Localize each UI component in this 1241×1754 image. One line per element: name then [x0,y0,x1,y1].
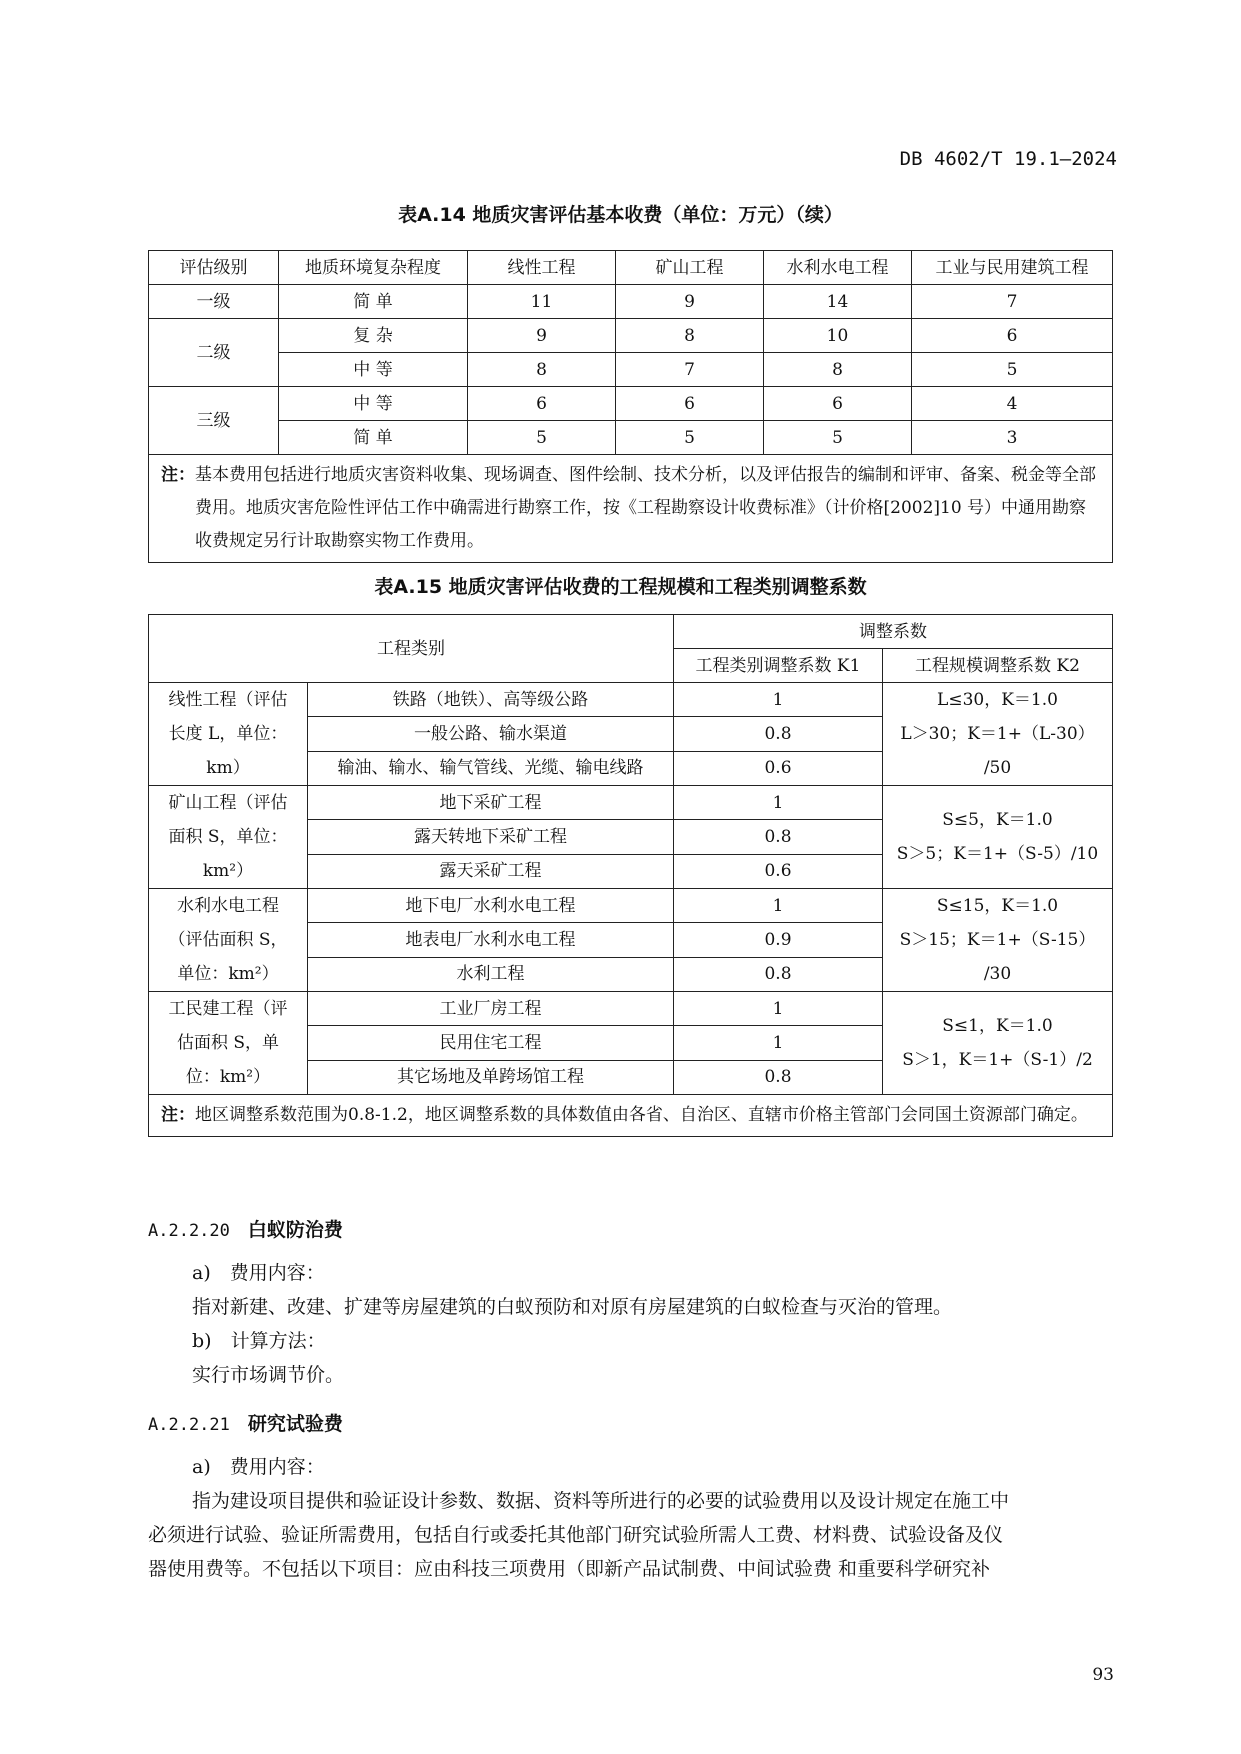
section-number: A.2.2.20 [148,1221,230,1241]
table-row [149,285,1113,319]
table-cell: 中 等 [279,387,468,421]
group-name-line: （评估面积 S， [168,930,288,950]
table-note-row [149,1095,1113,1137]
table-cell: 7 [912,285,1113,319]
group-name-line: 估面积 S，单 [176,1033,280,1053]
sub-category-cell: 工业厂房工程 [308,992,674,1026]
sub-category-cell: 民用住宅工程 [308,1026,674,1060]
k1-cell: 1 [674,992,883,1026]
list-item-label: a) 费用内容： [192,1262,325,1284]
note-label: 注： [161,465,195,485]
table-row [149,319,1113,353]
table-row [149,353,1113,387]
list-item-label: a) 费用内容： [192,1456,325,1478]
k1-cell: 1 [674,1026,883,1060]
group-name-cell [149,683,308,786]
k1-cell: 1 [674,683,883,717]
sub-category-cell: 地下采矿工程 [308,786,674,820]
table-row [149,786,1113,820]
group-name-cell [149,786,308,889]
k1-cell: 1 [674,889,883,923]
table-cell: 14 [764,285,912,319]
table-cell: 10 [764,319,912,353]
k2-line: L＞30；K＝1+（L-30） [900,724,1095,744]
table-row [149,889,1113,923]
table-cell: 8 [616,319,764,353]
k2-cell [883,889,1113,992]
group-name-line: 位：km²） [185,1067,271,1087]
table-row [149,683,1113,717]
k2-cell [883,786,1113,889]
sub-category-cell: 一般公路、输水渠道 [308,717,674,751]
k2-line: S＞15；K＝1+（S-15） [899,930,1096,950]
group-name-line: 工民建工程（评 [168,999,288,1019]
table-cell: 11 [468,285,616,319]
k1-cell: 1 [674,786,883,820]
header-cell: 评估级别 [149,251,279,285]
section-title: 白蚁防治费 [247,1219,343,1241]
header-cell: 地质环境复杂程度 [279,251,468,285]
header-k1: 工程类别调整系数 K1 [674,649,883,683]
table-cell: 5 [912,353,1113,387]
k2-cell [883,992,1113,1095]
k2-line: S≤5，K＝1.0 [942,810,1053,830]
table-row [149,421,1113,455]
table-cell: 5 [468,421,616,455]
k2-line: S＞1，K＝1+（S-1）/2 [902,1050,1093,1070]
sub-category-cell: 水利工程 [308,957,674,991]
paragraph-line: 器使用费等。不包括以下项目：应由科技三项费用（即新产品试制费、中间试验费 和重要科学研究补 [148,1558,991,1580]
header-cell: 工业与民用建筑工程 [912,251,1113,285]
sub-category-cell: 地下电厂水利水电工程 [308,889,674,923]
group-name-line: 单位：km²） [177,964,279,984]
k2-line: L≤30，K＝1.0 [937,690,1058,710]
table-cell: 5 [616,421,764,455]
k1-cell: 0.8 [674,717,883,751]
k2-cell [883,683,1113,786]
header-coefficient: 调整系数 [674,615,1113,649]
list-item-label: b) 计算方法： [192,1330,326,1352]
header-cell: 矿山工程 [616,251,764,285]
level-cell: 二级 [149,319,279,387]
group-name-line: 面积 S，单位： [168,827,288,847]
section-heading [148,1409,343,1436]
table-cell: 5 [764,421,912,455]
table-cell: 中 等 [279,353,468,387]
sub-category-cell: 露天采矿工程 [308,854,674,888]
k2-line: /50 [983,758,1012,778]
k1-cell: 0.8 [674,1060,883,1094]
k2-line: S≤15，K＝1.0 [936,896,1059,916]
k1-cell: 0.8 [674,957,883,991]
paragraph: 指对新建、改建、扩建等房屋建筑的白蚁预防和对原有房屋建筑的白蚁检查与灭治的管理。 [192,1296,953,1318]
k2-line: S≤1，K＝1.0 [942,1016,1053,1036]
sub-category-cell: 铁路（地铁）、高等级公路 [308,683,674,717]
group-name-line: 水利水电工程 [177,896,279,916]
section-heading [148,1215,343,1242]
header-cell: 水利水电工程 [764,251,912,285]
table-cell: 6 [764,387,912,421]
table-cell: 6 [468,387,616,421]
table-cell: 7 [616,353,764,387]
sub-category-cell: 输油、输水、输气管线、光缆、输电线路 [308,751,674,785]
table-cell: 9 [468,319,616,353]
k1-cell: 0.8 [674,820,883,854]
k2-line: /30 [983,964,1012,984]
sub-category-cell: 露天转地下采矿工程 [308,820,674,854]
group-name-line: 矿山工程（评估 [168,793,288,813]
group-name-cell [149,992,308,1095]
note-text: 地区调整系数范围为0.8-1.2，地区调整系数的具体数值由各省、自治区、直辖市价格主管部门会同国土资源部门确定。 [195,1105,1088,1125]
group-name-line: 线性工程（评估 [168,690,288,710]
table-a15 [148,614,1113,1137]
table-header-row [149,251,1113,285]
k2-line: S＞5；K＝1+（S-5）/10 [896,844,1099,864]
group-name-cell [149,889,308,992]
table-row [149,992,1113,1026]
header-category: 工程类别 [149,615,674,683]
table-cell: 6 [912,319,1113,353]
level-cell: 一级 [149,285,279,319]
table-cell: 3 [912,421,1113,455]
document-code: DB 4602/T 19.1—2024 [899,148,1117,170]
table-note [149,455,1113,563]
table-cell: 复 杂 [279,319,468,353]
table-cell: 简 单 [279,285,468,319]
page-number: 93 [1092,1665,1114,1685]
header-k2: 工程规模调整系数 K2 [883,649,1113,683]
note-label: 注： [161,1105,195,1125]
group-name-line: 长度 L，单位： [168,724,288,744]
level-cell: 三级 [149,387,279,455]
paragraph-line: 指为建设项目提供和验证设计参数、数据、资料等所进行的必要的试验费用以及设计规定在施工中 [192,1490,1010,1512]
sub-category-cell: 其它场地及单跨场馆工程 [308,1060,674,1094]
group-name-line: km²） [202,861,254,881]
table-header-row [149,615,1113,649]
table-cell: 简 单 [279,421,468,455]
table-cell: 8 [468,353,616,387]
section-number: A.2.2.21 [148,1415,230,1435]
k1-cell: 0.9 [674,923,883,957]
group-name-line: km） [206,758,250,778]
paragraph: 实行市场调节价。 [192,1364,345,1386]
table-a14 [148,250,1113,563]
k1-cell: 0.6 [674,854,883,888]
table-cell: 4 [912,387,1113,421]
table-note [149,1095,1113,1137]
table-a15-caption: 表A.15 地质灾害评估收费的工程规模和工程类别调整系数 [374,576,867,598]
table-cell: 9 [616,285,764,319]
table-row [149,387,1113,421]
section-title: 研究试验费 [247,1413,343,1435]
table-cell: 6 [616,387,764,421]
paragraph-line: 必须进行试验、验证所需费用，包括自行或委托其他部门研究试验所需人工费、材料费、试验设备及仪 [148,1524,1004,1546]
sub-category-cell: 地表电厂水利水电工程 [308,923,674,957]
header-cell: 线性工程 [468,251,616,285]
table-note-row [149,455,1113,563]
note-text: 基本费用包括进行地质灾害资料收集、现场调查、图件绘制、技术分析，以及评估报告的编制和评审、备案、税金等全部费用。地质灾害危险性评估工作中确需进行勘察工作，按《工程勘察设计收费标准》（计价格[2002]10 号）中通用勘察收费规定另行计取勘察实物工作费用。 [195,465,1096,551]
table-a14-caption: 表A.14 地质灾害评估基本收费（单位：万元）（续） [398,204,843,226]
table-cell: 8 [764,353,912,387]
k1-cell: 0.6 [674,751,883,785]
